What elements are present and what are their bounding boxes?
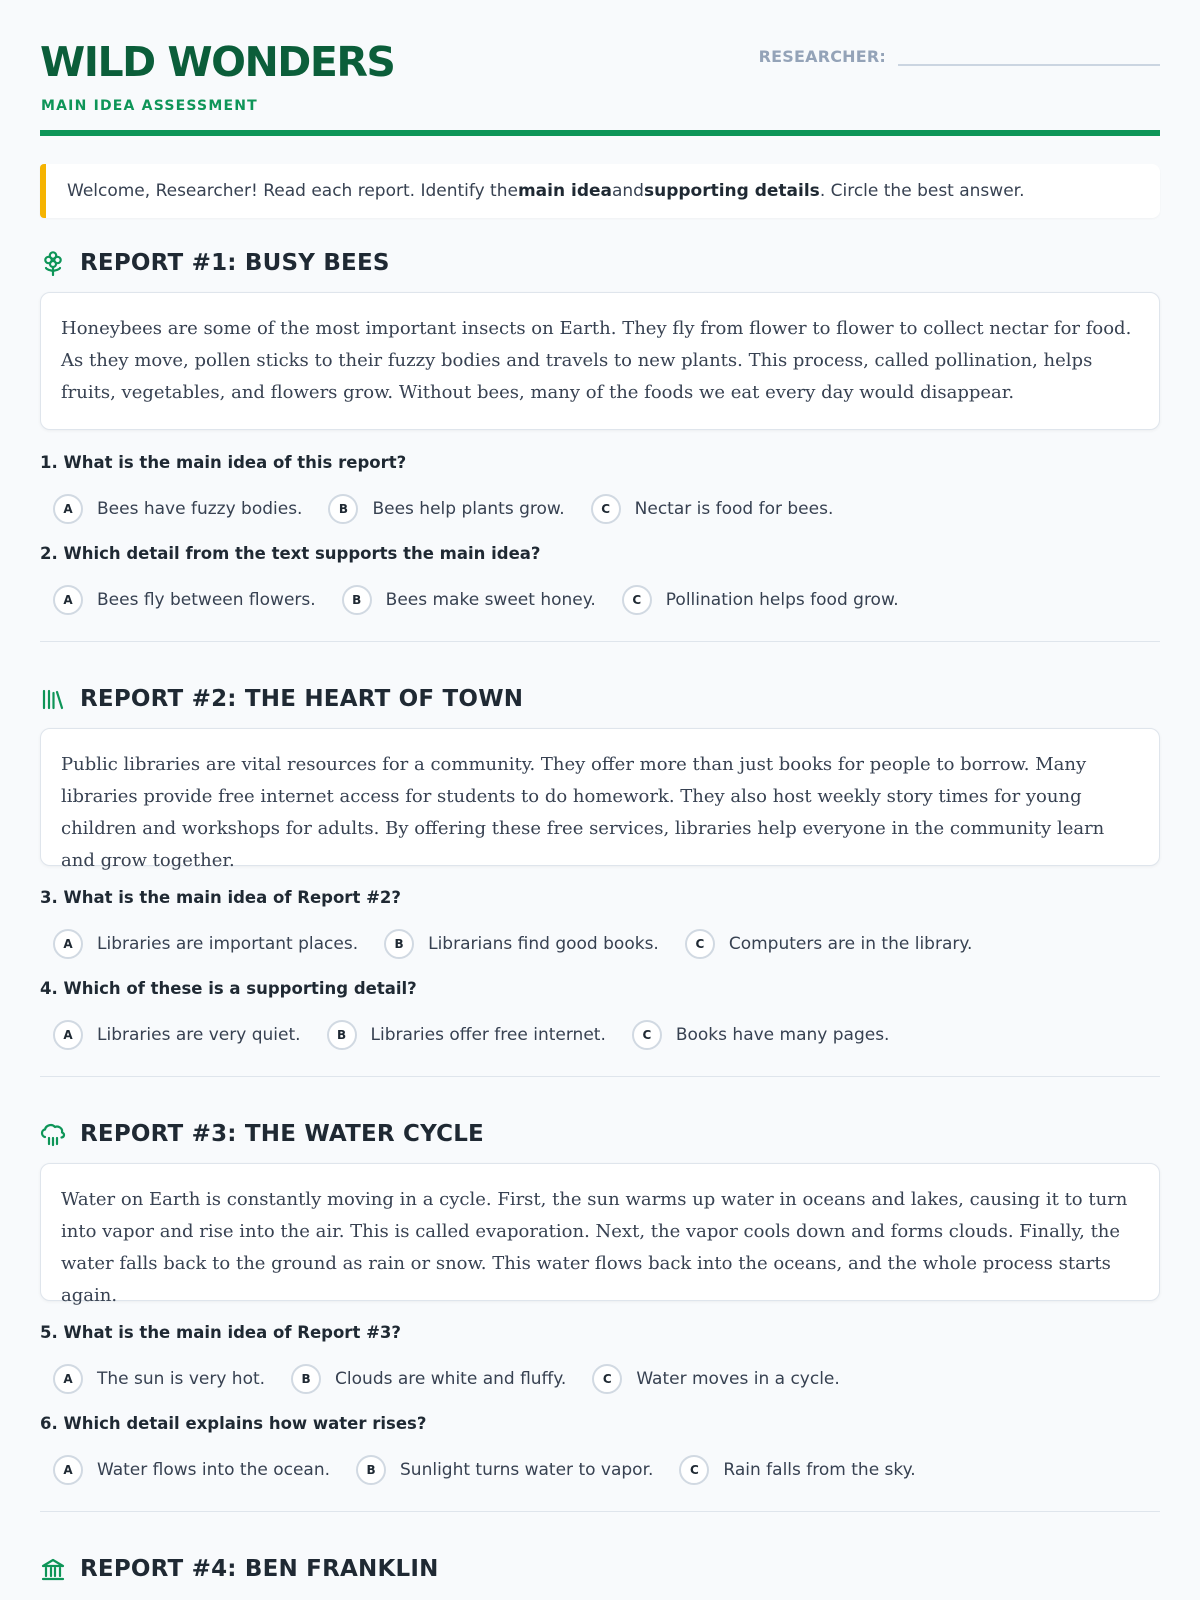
report-passage: Water on Earth is constantly moving in a cycle. First, the sun warms up water in oceans and lakes, causing it to turn into vapor and rise into the air. This is called evaporation. Next, the vapor cools down and forms clouds. Finally, the water falls back to the ground as rain or snow. This water flows back into the oceans, and the whole process starts again. xyxy=(40,1163,1160,1301)
option-text: Librarians find good books. xyxy=(428,934,659,954)
option-bubble[interactable]: A xyxy=(53,1364,83,1394)
option-text: Bees have fuzzy bodies. xyxy=(97,499,303,519)
option-bubble[interactable]: A xyxy=(53,1455,83,1485)
option-5a[interactable] xyxy=(53,1364,265,1394)
option-text: Libraries are important places. xyxy=(97,934,359,954)
option-text: Bees fly between flowers. xyxy=(97,590,316,610)
flower-icon xyxy=(40,250,66,276)
report-section xyxy=(40,684,1160,1077)
report-title: REPORT #1: BUSY BEES xyxy=(80,250,390,276)
option-text: Water flows into the ocean. xyxy=(97,1460,331,1480)
option-bubble[interactable]: C xyxy=(679,1455,709,1485)
option-2b[interactable] xyxy=(342,585,596,615)
option-4a[interactable] xyxy=(53,1020,301,1050)
option-bubble[interactable]: C xyxy=(685,929,715,959)
option-3b[interactable] xyxy=(384,929,659,959)
question-3: 3. What is the main idea of Report #2? xyxy=(40,888,401,907)
option-3a[interactable] xyxy=(53,929,358,959)
instructions-tail: . Circle the best answer. xyxy=(819,181,1025,201)
researcher-field xyxy=(759,42,1160,66)
question-1: 1. What is the main idea of this report? xyxy=(40,453,407,472)
answer-options xyxy=(53,1018,1160,1052)
option-text: Libraries offer free internet. xyxy=(370,1025,606,1045)
report-heading xyxy=(40,1554,1160,1584)
option-6b[interactable] xyxy=(356,1455,653,1485)
option-4b[interactable] xyxy=(327,1020,606,1050)
option-5b[interactable] xyxy=(291,1364,566,1394)
option-6a[interactable] xyxy=(53,1455,330,1485)
option-text: Computers are in the library. xyxy=(728,934,973,954)
option-1c[interactable] xyxy=(591,494,834,524)
instructions-mid: and xyxy=(611,181,644,201)
worksheet-header xyxy=(40,0,1160,136)
answer-options xyxy=(53,583,1160,617)
option-4c[interactable] xyxy=(632,1020,890,1050)
option-text: Water moves in a cycle. xyxy=(636,1369,840,1389)
option-bubble[interactable]: C xyxy=(632,1020,662,1050)
section-divider xyxy=(40,1511,1160,1512)
option-text: The sun is very hot. xyxy=(97,1369,266,1389)
option-bubble[interactable]: A xyxy=(53,494,83,524)
option-text: Bees help plants grow. xyxy=(372,499,565,519)
question-4: 4. Which of these is a supporting detail? xyxy=(40,979,417,998)
instructions-bold-details: supporting details xyxy=(643,181,820,201)
answer-options xyxy=(53,492,1160,526)
option-bubble[interactable]: A xyxy=(53,585,83,615)
report-heading xyxy=(40,248,1160,278)
option-bubble[interactable]: B xyxy=(356,1455,386,1485)
question-2: 2. Which detail from the text supports the main idea? xyxy=(40,544,541,563)
option-5c[interactable] xyxy=(592,1364,839,1394)
option-text: Books have many pages. xyxy=(675,1025,890,1045)
option-1b[interactable] xyxy=(328,494,564,524)
report-heading xyxy=(40,1119,1160,1149)
report-title: REPORT #3: THE WATER CYCLE xyxy=(80,1121,484,1147)
option-bubble[interactable]: A xyxy=(53,1020,83,1050)
option-bubble[interactable]: B xyxy=(291,1364,321,1394)
section-divider xyxy=(40,641,1160,642)
report-heading xyxy=(40,684,1160,714)
option-6c[interactable] xyxy=(679,1455,915,1485)
cloud-rain-icon xyxy=(40,1121,66,1147)
section-divider xyxy=(40,1076,1160,1077)
instructions-bold-main-idea: main idea xyxy=(517,181,612,201)
landmark-icon xyxy=(40,1556,66,1582)
answer-options xyxy=(53,1453,1160,1487)
option-bubble[interactable]: C xyxy=(592,1364,622,1394)
report-title: REPORT #2: THE HEART OF TOWN xyxy=(80,686,524,712)
question-5: 5. What is the main idea of Report #3? xyxy=(40,1323,401,1342)
option-1a[interactable] xyxy=(53,494,302,524)
option-text: Nectar is food for bees. xyxy=(634,499,834,519)
worksheet-subtitle: MAIN IDEA ASSESSMENT xyxy=(41,98,258,114)
option-text: Rain falls from the sky. xyxy=(723,1460,916,1480)
option-text: Clouds are white and fluffy. xyxy=(335,1369,567,1389)
answer-options xyxy=(53,927,1160,961)
question-6: 6. Which detail explains how water rises? xyxy=(40,1414,427,1433)
researcher-name-line[interactable] xyxy=(898,42,1160,66)
instructions-lead: Welcome, Researcher! Read each report. Identify the xyxy=(67,181,518,201)
report-section xyxy=(40,1554,1160,1584)
option-bubble[interactable]: B xyxy=(342,585,372,615)
option-2c[interactable] xyxy=(622,585,899,615)
researcher-label: RESEARCHER: xyxy=(758,47,886,66)
option-bubble[interactable]: B xyxy=(384,929,414,959)
report-section xyxy=(40,248,1160,642)
option-text: Bees make sweet honey. xyxy=(385,590,596,610)
option-bubble[interactable]: C xyxy=(622,585,652,615)
report-title: REPORT #4: BEN FRANKLIN xyxy=(80,1556,439,1582)
option-3c[interactable] xyxy=(685,929,973,959)
option-bubble[interactable]: C xyxy=(591,494,621,524)
option-text: Pollination helps food grow. xyxy=(665,590,899,610)
instructions-callout xyxy=(40,164,1160,218)
option-bubble[interactable]: B xyxy=(327,1020,357,1050)
option-text: Sunlight turns water to vapor. xyxy=(400,1460,654,1480)
option-2a[interactable] xyxy=(53,585,316,615)
answer-options xyxy=(53,1362,1160,1396)
option-bubble[interactable]: A xyxy=(53,929,83,959)
option-text: Libraries are very quiet. xyxy=(97,1025,301,1045)
library-icon xyxy=(40,686,66,712)
report-passage: Public libraries are vital resources for a community. They offer more than just books for people to borrow. Many libraries provide free internet access for students to do homework. They also host weekly story times for young children and workshops for adults. By offering these free services, libraries help everyone in the community learn and grow together. xyxy=(40,728,1160,866)
worksheet-title: WILD WONDERS xyxy=(40,38,395,86)
report-section xyxy=(40,1119,1160,1512)
report-passage: Honeybees are some of the most important insects on Earth. They fly from flower to flower to collect nectar for food. As they move, pollen sticks to their fuzzy bodies and travels to new plants. This process, called pollination, helps fruits, vegetables, and flowers grow. Without bees, many of the foods we eat every day would disappear. xyxy=(40,292,1160,430)
option-bubble[interactable]: B xyxy=(328,494,358,524)
